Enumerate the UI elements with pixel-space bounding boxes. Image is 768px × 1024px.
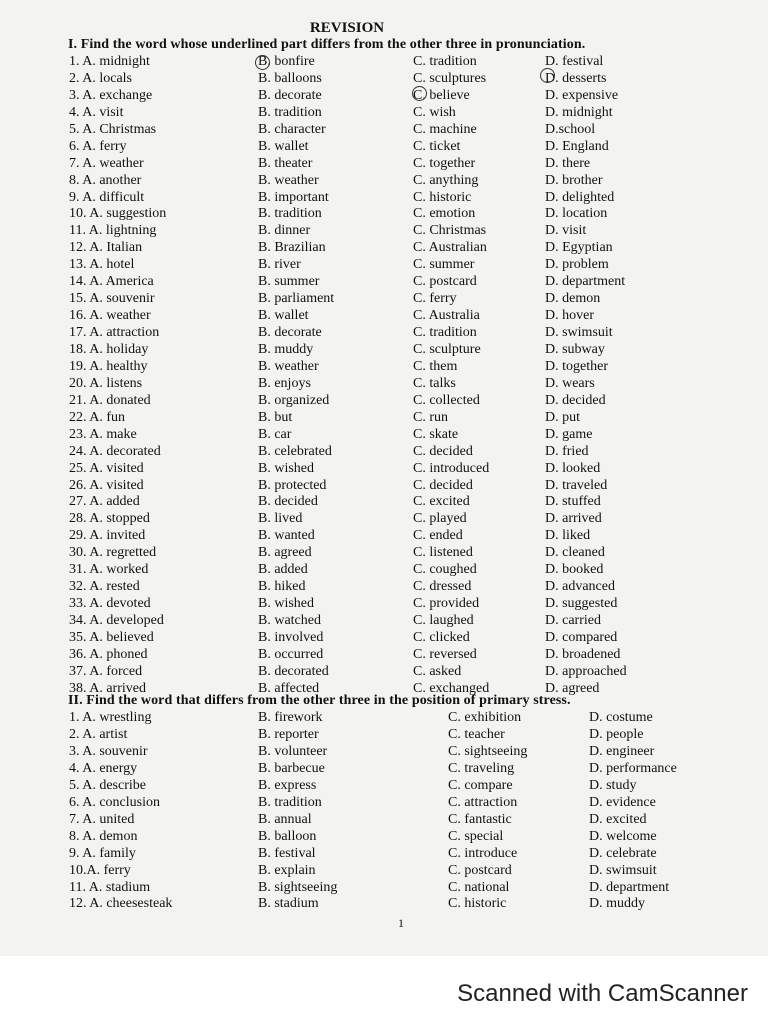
option-d: D. advanced — [545, 579, 615, 595]
option-b: B. wallet — [258, 138, 309, 154]
option-d: D. excited — [589, 811, 647, 827]
option-b: B. festival — [258, 845, 316, 861]
question-row — [0, 71, 768, 87]
option-b: B. occurred — [258, 646, 324, 662]
option-d: D. approached — [545, 663, 627, 679]
option-b: B. agreed — [258, 545, 312, 561]
option-d: D. demon — [545, 291, 601, 307]
option-c: C. historic — [448, 896, 507, 912]
option-c: C. sightseeing — [448, 743, 528, 759]
question-row — [0, 478, 768, 494]
question-row — [0, 359, 768, 375]
option-d: D. broadened — [545, 646, 621, 662]
option-a: 36. A. phoned — [69, 646, 148, 662]
option-b: B. watched — [258, 613, 321, 629]
question-row — [0, 829, 768, 845]
option-c: C. special — [448, 828, 504, 844]
option-a: 24. A. decorated — [69, 443, 161, 459]
option-b: B. annual — [258, 811, 312, 827]
option-a: 4. A. visit — [69, 104, 124, 120]
option-a: 1. A. midnight — [69, 54, 150, 69]
option-a: 26. A. visited — [69, 477, 144, 493]
option-d: D. suggested — [545, 596, 618, 612]
option-b: B. theater — [258, 155, 313, 171]
option-d: D. liked — [545, 528, 591, 544]
option-c: C. run — [413, 409, 448, 425]
option-b: B. reporter — [258, 726, 319, 742]
option-b: B. involved — [258, 629, 324, 645]
option-c: C. tradition — [413, 54, 477, 69]
question-row — [0, 291, 768, 307]
option-c: C. collected — [413, 392, 480, 408]
question-row — [0, 54, 768, 70]
answer-circle-mark — [540, 68, 555, 83]
option-b: B. organized — [258, 392, 330, 408]
option-c: C. decided — [413, 477, 473, 493]
option-d: D. stuffed — [545, 494, 601, 510]
option-d: D. location — [545, 206, 608, 222]
option-d: D.school — [545, 121, 596, 137]
option-a: 30. A. regretted — [69, 545, 157, 561]
option-a: 11. A. stadium — [69, 879, 151, 895]
question-row — [0, 846, 768, 862]
question-row — [0, 88, 768, 104]
option-c: C. believe — [413, 87, 470, 103]
option-a: 9. A. difficult — [69, 189, 145, 205]
option-d: D. visit — [545, 223, 587, 239]
option-c: C. skate — [413, 426, 459, 442]
question-row — [0, 613, 768, 629]
option-b: B. decorate — [258, 325, 322, 341]
option-a: 14. A. America — [69, 274, 154, 290]
option-c: C. played — [413, 511, 467, 527]
question-row — [0, 444, 768, 460]
option-a: 2. A. artist — [69, 726, 128, 742]
option-c: C. sculpture — [413, 341, 481, 357]
option-b: B. parliament — [258, 291, 335, 307]
option-a: 31. A. worked — [69, 562, 149, 578]
option-c: C. Australian — [413, 240, 487, 256]
option-a: 21. A. donated — [69, 392, 151, 408]
question-row — [0, 710, 768, 726]
option-b: B. hiked — [258, 579, 306, 595]
option-a: 4. A. energy — [69, 760, 138, 776]
question-row — [0, 545, 768, 561]
option-c: C. traveling — [448, 760, 515, 776]
option-b: B. character — [258, 121, 326, 137]
option-a: 13. A. hotel — [69, 257, 135, 273]
option-d: D. carried — [545, 613, 601, 629]
page-number: 1 — [398, 916, 404, 930]
option-a: 9. A. family — [69, 845, 136, 861]
option-b: B. car — [258, 426, 292, 442]
question-row — [0, 156, 768, 172]
option-b: B. tradition — [258, 794, 322, 810]
option-c: C. wish — [413, 104, 456, 120]
question-row — [0, 427, 768, 443]
question-row — [0, 190, 768, 206]
option-b: B. barbecue — [258, 760, 325, 776]
option-c: C. exhibition — [448, 710, 522, 725]
option-d: D. arrived — [545, 511, 602, 527]
option-c: C. compare — [448, 777, 513, 793]
option-c: C. decided — [413, 443, 473, 459]
option-d: D. problem — [545, 257, 609, 273]
option-b: B. dinner — [258, 223, 311, 239]
question-row — [0, 664, 768, 680]
option-a: 10.A. ferry — [69, 862, 131, 878]
option-b: B. decorated — [258, 663, 329, 679]
option-d: D. muddy — [589, 896, 645, 912]
question-row — [0, 528, 768, 544]
option-a: 8. A. another — [69, 172, 142, 188]
option-a: 10. A. suggestion — [69, 206, 167, 222]
question-row — [0, 139, 768, 155]
option-d: D. compared — [545, 629, 618, 645]
option-b: B. protected — [258, 477, 327, 493]
option-d: D. engineer — [589, 743, 655, 759]
option-b: B. explain — [258, 862, 316, 878]
option-c: C. anything — [413, 172, 479, 188]
option-b: B. balloon — [258, 828, 317, 844]
option-d: D. together — [545, 358, 608, 374]
question-row — [0, 812, 768, 828]
question-row — [0, 105, 768, 121]
option-a: 19. A. healthy — [69, 358, 148, 374]
answer-circle-mark — [412, 86, 427, 101]
option-a: 17. A. attraction — [69, 325, 160, 341]
option-b: B. wished — [258, 460, 314, 476]
option-a: 32. A. rested — [69, 579, 140, 595]
option-c: C. ticket — [413, 138, 461, 154]
question-row — [0, 596, 768, 612]
question-row — [0, 206, 768, 222]
question-row — [0, 274, 768, 290]
option-c: C. fantastic — [448, 811, 512, 827]
question-row — [0, 880, 768, 896]
option-d: D. looked — [545, 460, 601, 476]
question-row — [0, 308, 768, 324]
option-c: C. ended — [413, 528, 463, 544]
option-a: 33. A. devoted — [69, 596, 151, 612]
question-row — [0, 122, 768, 138]
option-d: D. evidence — [589, 794, 656, 810]
option-d: D. welcome — [589, 828, 657, 844]
question-row — [0, 511, 768, 527]
option-b: B. wanted — [258, 528, 315, 544]
option-a: 7. A. united — [69, 811, 135, 827]
option-c: C. emotion — [413, 206, 476, 222]
option-b: B. decided — [258, 494, 318, 510]
option-d: D. game — [545, 426, 593, 442]
option-c: C. provided — [413, 596, 480, 612]
option-a: 38. A. arrived — [69, 680, 146, 696]
option-a: 12. A. cheesesteak — [69, 896, 173, 912]
option-a: 16. A. weather — [69, 308, 151, 324]
option-a: 6. A. ferry — [69, 138, 127, 154]
question-row — [0, 761, 768, 777]
option-a: 22. A. fun — [69, 409, 125, 425]
option-a: 25. A. visited — [69, 460, 144, 476]
option-c: C. dressed — [413, 579, 472, 595]
option-c: C. laughed — [413, 613, 474, 629]
option-d: D. delighted — [545, 189, 615, 205]
option-d: D. fried — [545, 443, 589, 459]
option-a: 5. A. describe — [69, 777, 146, 793]
option-a: 6. A. conclusion — [69, 794, 160, 810]
option-d: D. performance — [589, 760, 677, 776]
option-c: C. attraction — [448, 794, 518, 810]
question-row — [0, 863, 768, 879]
option-b: B. volunteer — [258, 743, 328, 759]
option-d: D. put — [545, 409, 580, 425]
option-c: C. postcard — [448, 862, 512, 878]
question-row — [0, 896, 768, 912]
option-b: B. lived — [258, 511, 303, 527]
option-d: D. cleaned — [545, 545, 605, 561]
question-row — [0, 223, 768, 239]
option-b: B. wished — [258, 596, 314, 612]
option-b: B. bonfire — [258, 54, 315, 69]
option-d: D. swimsuit — [589, 862, 657, 878]
option-c: C. asked — [413, 663, 462, 679]
question-row — [0, 744, 768, 760]
option-c: C. excited — [413, 494, 470, 510]
option-d: D. hover — [545, 308, 594, 324]
question-row — [0, 630, 768, 646]
option-b: B. wallet — [258, 308, 309, 324]
section-2-heading: II. Find the word that differs from the other three in the position of primary stress. — [68, 693, 571, 708]
question-row — [0, 795, 768, 811]
option-d: D. booked — [545, 562, 604, 578]
option-a: 1. A. wrestling — [69, 710, 152, 725]
option-b: B. decorate — [258, 87, 322, 103]
option-b: B. weather — [258, 358, 319, 374]
option-c: C. teacher — [448, 726, 505, 742]
option-c: C. coughed — [413, 562, 477, 578]
option-c: C. them — [413, 358, 458, 374]
option-b: B. muddy — [258, 341, 314, 357]
option-d: D. people — [589, 726, 644, 742]
option-b: B. enjoys — [258, 375, 311, 391]
option-a: 11. A. lightning — [69, 223, 157, 239]
option-d: D. study — [589, 777, 637, 793]
option-d: D. department — [545, 274, 626, 290]
option-d: D. department — [589, 879, 670, 895]
option-b: B. important — [258, 189, 329, 205]
option-b: B. tradition — [258, 206, 322, 222]
option-d: D. England — [545, 138, 609, 154]
option-a: 37. A. forced — [69, 663, 143, 679]
option-b: B. express — [258, 777, 317, 793]
option-b: B. tradition — [258, 104, 322, 120]
option-b: B. river — [258, 257, 301, 273]
option-d: D. agreed — [545, 680, 600, 696]
option-c: C. introduced — [413, 460, 490, 476]
option-a: 2. A. locals — [69, 70, 132, 86]
option-c: C. tradition — [413, 325, 477, 341]
page-title: REVISION — [309, 20, 385, 36]
option-d: D. wears — [545, 375, 595, 391]
option-c: C. summer — [413, 257, 475, 273]
option-a: 15. A. souvenir — [69, 291, 155, 307]
question-row — [0, 579, 768, 595]
option-c: C. together — [413, 155, 476, 171]
option-c: C. sculptures — [413, 70, 487, 86]
option-c: C. Australia — [413, 308, 480, 324]
option-c: C. national — [448, 879, 510, 895]
option-a: 29. A. invited — [69, 528, 146, 544]
option-c: C. machine — [413, 121, 477, 137]
option-d: D. traveled — [545, 477, 608, 493]
question-row — [0, 257, 768, 273]
answer-circle-mark — [255, 55, 270, 70]
option-c: C. historic — [413, 189, 472, 205]
option-c: C. listened — [413, 545, 473, 561]
option-c: C. postcard — [413, 274, 477, 290]
question-row — [0, 410, 768, 426]
option-b: B. celebrated — [258, 443, 332, 459]
question-row — [0, 494, 768, 510]
option-d: D. celebrate — [589, 845, 657, 861]
option-b: B. firework — [258, 710, 323, 725]
option-c: C. reversed — [413, 646, 477, 662]
option-c: C. exchanged — [413, 680, 490, 696]
option-d: D. swimsuit — [545, 325, 613, 341]
question-row — [0, 393, 768, 409]
option-c: C. talks — [413, 375, 456, 391]
option-c: C. introduce — [448, 845, 518, 861]
option-a: 28. A. stopped — [69, 511, 150, 527]
option-d: D. subway — [545, 341, 605, 357]
option-a: 34. A. developed — [69, 613, 164, 629]
option-d: D. desserts — [545, 70, 607, 86]
question-row — [0, 173, 768, 189]
option-b: B. added — [258, 562, 308, 578]
option-a: 3. A. exchange — [69, 87, 153, 103]
option-a: 23. A. make — [69, 426, 137, 442]
question-row — [0, 461, 768, 477]
question-row — [0, 727, 768, 743]
question-row — [0, 562, 768, 578]
question-row — [0, 778, 768, 794]
option-b: B. but — [258, 409, 293, 425]
option-c: C. ferry — [413, 291, 457, 307]
option-b: B. sightseeing — [258, 879, 338, 895]
option-a: 27. A. added — [69, 494, 140, 510]
option-d: D. festival — [545, 54, 604, 69]
camscanner-watermark: Scanned with CamScanner — [457, 980, 748, 1007]
option-d: D. brother — [545, 172, 603, 188]
option-c: C. clicked — [413, 629, 470, 645]
question-row — [0, 647, 768, 663]
option-c: C. Christmas — [413, 223, 487, 239]
option-d: D. costume — [589, 710, 653, 725]
option-a: 7. A. weather — [69, 155, 144, 171]
option-d: D. expensive — [545, 87, 619, 103]
option-d: D. midnight — [545, 104, 613, 120]
option-a: 8. A. demon — [69, 828, 138, 844]
option-d: D. there — [545, 155, 591, 171]
question-row — [0, 325, 768, 341]
option-b: B. stadium — [258, 896, 319, 912]
option-a: 35. A. believed — [69, 629, 154, 645]
option-d: D. decided — [545, 392, 606, 408]
option-b: B. Brazilian — [258, 240, 326, 256]
option-a: 20. A. listens — [69, 375, 143, 391]
option-b: B. summer — [258, 274, 320, 290]
option-b: B. weather — [258, 172, 319, 188]
option-a: 5. A. Christmas — [69, 121, 157, 137]
option-a: 3. A. souvenir — [69, 743, 148, 759]
question-row — [0, 240, 768, 256]
question-row — [0, 342, 768, 358]
question-row — [0, 376, 768, 392]
option-a: 18. A. holiday — [69, 341, 149, 357]
option-b: B. balloons — [258, 70, 322, 86]
option-a: 12. A. Italian — [69, 240, 143, 256]
option-b: B. affected — [258, 680, 320, 696]
section-1-heading: I. Find the word whose underlined part differs from the other three in pronunciation. — [68, 37, 586, 52]
option-d: D. Egyptian — [545, 240, 613, 256]
